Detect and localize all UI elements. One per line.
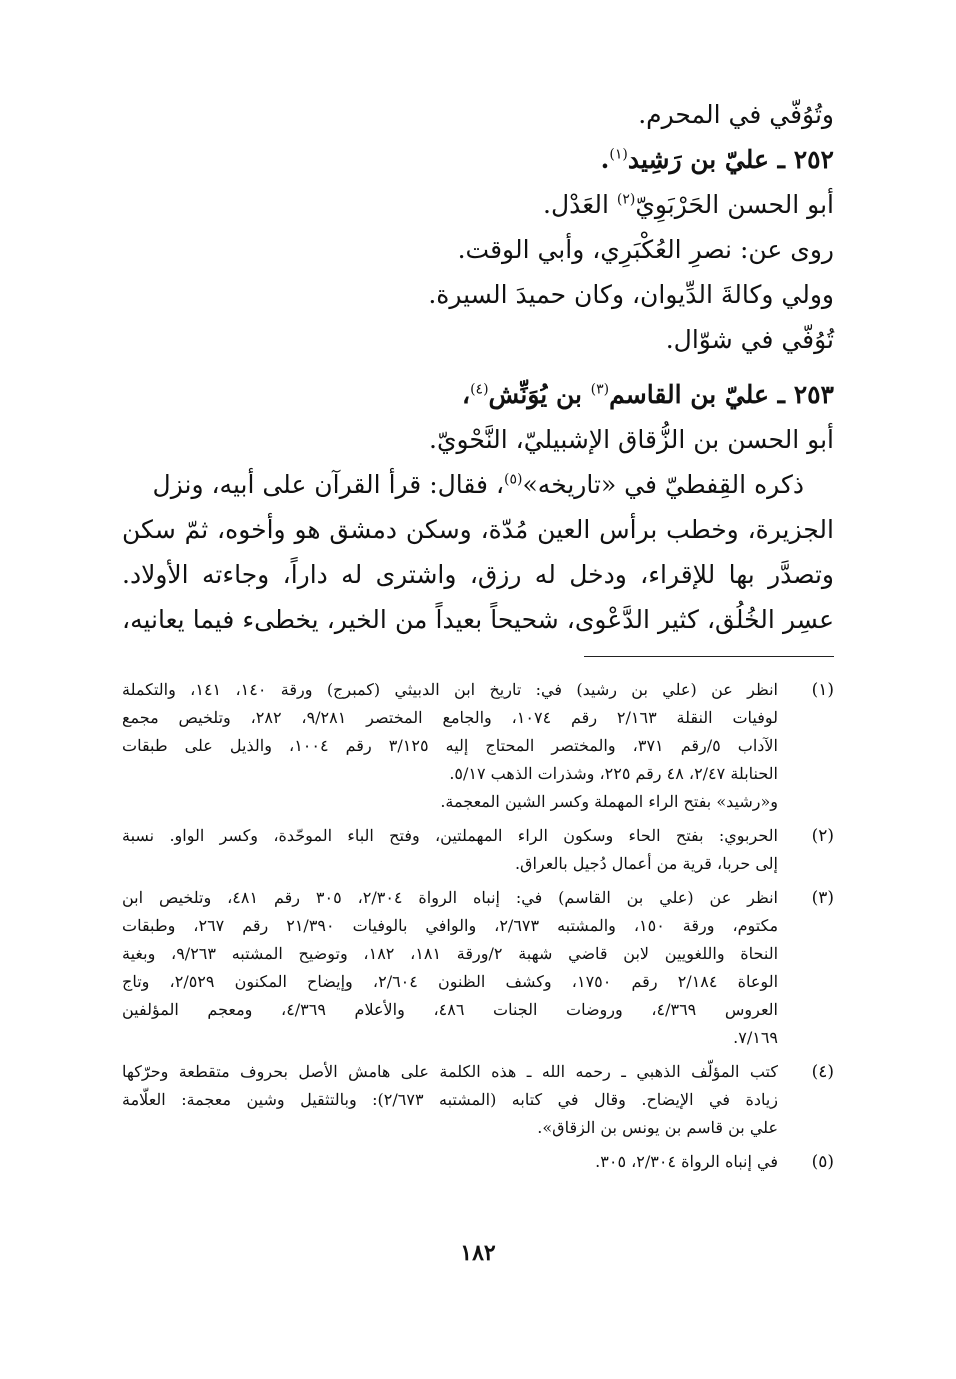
footnote-1 (122, 676, 834, 816)
footnote-line: علي بن قاسم بن يونس بن الزقاق». (537, 1118, 778, 1137)
footnote-line: مكتوم، ورقة ١٥٠، والمشتبه ٢/٦٧٣، والوافي بالوفيات ٢١/٣٩٠ رقم ٢٦٧، وطبقات (122, 916, 778, 935)
text-line: أبو الحسن بن الزُّقاق الإشبيليّ، النَّحْويّ. (429, 425, 834, 454)
footnote-line: إلى حربا، قرية من أعمال دُجيل بالعراق. (514, 854, 778, 873)
text-line: وتُوُفّي في المحرم. (638, 100, 834, 129)
text-line: روى عن: نصرِ العُكْبَرِي، وأبي الوقت. (457, 235, 834, 264)
footnote-ref[interactable]: (٥) (504, 471, 523, 488)
entry-heading-253: ٢٥٣ ـ عليّ بن القاسم$^{(٣)}$ بن يُوَنِّش$^{(٤)}$، (462, 380, 834, 409)
footnote-divider (584, 656, 834, 657)
footnote-line: زيادة في الإيضاح. وقال في كتابه (المشتبه ٢/٦٧٣): وبالتثقيل وشين معجمة: العلّامة (122, 1090, 778, 1109)
main-text (122, 92, 834, 642)
footnote-line: الآداب ٥/رقم ٣٧١، والمختصر المحتاج إليه ٣/١٢٥ رقم ١٠٠٤، والذيل على طبقات (122, 736, 778, 755)
footnote-number: (٢) (811, 826, 834, 846)
text-line: وولي وكالةَ الدِّيوان، وكان حميدَ السيرة. (428, 280, 834, 309)
footnote-line: و«رشيد» بفتح الراء المهملة وكسر الشين المعجمة. (440, 792, 778, 811)
footnote-line: النحاة واللغويين لابن قاضي شهبة ٢/ورقة ١٨١، ١٨٢، وتوضيح المشتبه ٩/٢٦٣، وبغية (122, 944, 778, 963)
footnote-2 (122, 822, 834, 878)
footnote-line: في إنباه الرواة ٢/٣٠٤، ٣٠٥. (595, 1152, 778, 1171)
text-line: عسِر الخُلُق، كثير الدَّعْوى، شحيحاً بعيداً من الخير، يخطىء فيما يعانيه، (122, 605, 834, 634)
footnote-line: كتب المؤلّف الذهبي ـ رحمه الله ـ هذه الكلمة على هامش الأصل بحروف متقطعة وحرّكها (122, 1062, 778, 1081)
footnote-5 (122, 1148, 834, 1176)
entry-heading-252: ٢٥٢ ـ عليّ بن رَشِيد$^{(١)}$. (600, 145, 834, 174)
footnote-line: الحنابلة ٢/٤٧، ٤٨ رقم ٢٢٥، وشذرات الذهب ٥/١٧. (449, 764, 778, 783)
footnote-3 (122, 884, 834, 1052)
footnote-number: (١) (811, 680, 834, 700)
text-line: ذكره القِفطيّ في «تاريخه»$^{(٥)}$، فقال: قرأ القرآن على أبيه، ونزل (152, 470, 804, 499)
footnote-ref[interactable]: (١) (609, 146, 628, 163)
footnote-line: العروس ٤/٣٦٩، وروضات الجنات ٤٨٦، والأعلام ٤/٣٦٩، ومعجم المؤلفين (122, 1000, 778, 1019)
text-line: وتصدَّر بها للإقراء، ودخل له رزق، واشترى له داراً، وجاءته الأولاد. (122, 560, 834, 589)
footnote-ref[interactable]: (٤) (470, 381, 489, 398)
page-number: ١٨٢ (460, 1240, 496, 1266)
footnote-line: الحربوي: بفتح الحاء وسكون الراء المهملتين، وفتح الباء الموحّدة، وكسر الواو. نسبة (122, 826, 778, 845)
footnote-line: الوعاة ٢/١٨٤ رقم ١٧٥٠، وكشف الظنون ٢/٦٠٤، وإيضاح المكنون ٢/٥٢٩، وتاج (122, 972, 778, 991)
footnote-line: انظر عن (علي بن رشيد) في: تاريخ ابن الدبيثي (كمبرج) ورقة ١٤٠، ١٤١، والتكملة (122, 680, 778, 699)
footnote-line: ٧/١٦٩. (733, 1028, 778, 1047)
footnote-ref[interactable]: (٣) (590, 381, 610, 398)
footnote-number: (٣) (811, 888, 834, 908)
footnote-line: لوفيات النقلة ٢/١٦٣ رقم ١٠٧٤، والجامع المختصر ٩/٢٨١، ٢٨٢، وتلخيص مجمع (122, 708, 778, 727)
footnote-ref[interactable]: (٢) (616, 191, 636, 208)
text-line: الجزيرة، وخطب برأس العين مُدّة، وسكن دمشق هو وأخوه، ثمّ سكن (122, 515, 834, 544)
footnote-number: (٥) (811, 1152, 834, 1172)
footnotes (122, 676, 834, 1182)
text-line: تُوُفّي في شوّال. (665, 325, 834, 354)
footnote-number: (٤) (811, 1062, 834, 1082)
footnote-4 (122, 1058, 834, 1142)
text-line: أبو الحسن الحَرْبَوِيّ$^{(٢)}$ العَدْل. (543, 190, 834, 219)
footnote-line: انظر عن (علي بن القاسم) في: إنباه الرواة ٢/٣٠٤، ٣٠٥ رقم ٤٨١، وتلخيص ابن (122, 888, 778, 907)
